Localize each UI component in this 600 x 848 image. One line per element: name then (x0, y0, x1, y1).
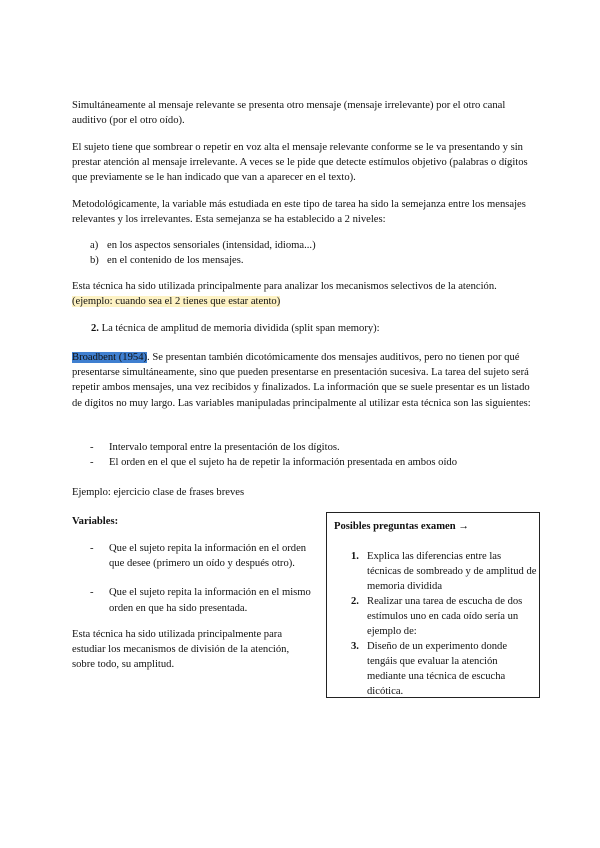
list-item-text: en el contenido de los mensajes. (107, 255, 244, 267)
list-item-text: Que el sujeto repita la información en el orden que desee (primero un oído y después otro). (109, 543, 307, 570)
section-heading-split-span (91, 321, 531, 336)
question-number: 3. (351, 641, 359, 652)
highlighted-example: (ejemplo: cuando sea el 2 tienes que estar atento) (72, 296, 281, 308)
section-title: La técnica de amplitud de memoria dividida (split span memory): (101, 323, 380, 334)
highlighted-citation: Broadbent (1954) (72, 352, 148, 363)
question-text: Realizar una tarea de escucha de dos estímulos uno en cada oído sería un ejemplo de: (367, 596, 523, 637)
list-item (90, 238, 510, 253)
list-item-text: Intervalo temporal entre la presentación de los dígitos. (109, 442, 340, 453)
section-number: 2. (91, 323, 99, 334)
exam-questions-title: Posibles preguntas examen → (334, 521, 469, 532)
list-item-text: en los aspectos sensoriales (intensidad, idioma...) (107, 240, 316, 251)
variables-heading: Variables: (72, 516, 119, 527)
paragraph-text: Esta técnica ha sido utilizada principalmente para analizar los mecanismos selectivos de la atención. (72, 281, 497, 292)
paragraph-broadbent (72, 350, 534, 411)
list-item (90, 455, 520, 470)
paragraph-text: . Se presentan también dicotómicamente dos mensajes auditivos, pero no tienen por qué presentarse simultáneamente, sino que pueden presentarse en presentación sucesiva. La tarea del sujeto será repetir ambos mensajes, una vez recibidos y finalizados. La información que se suele presentar es un listado de dígitos no muy largo. Las variables manipuladas principalmente al utilizar esta técnica son las siguientes: (72, 352, 531, 409)
variables-list (90, 541, 318, 616)
list-item (90, 541, 318, 571)
list-item (337, 549, 537, 594)
question-number: 2. (351, 596, 359, 607)
list-item (90, 253, 510, 268)
list-marker: - (90, 587, 94, 599)
list-item (90, 440, 520, 455)
exam-questions-box (326, 512, 540, 698)
list-item-text: El orden en el que el sujeto ha de repetir la información presentada en ambos oído (109, 457, 457, 469)
question-text: Explica las diferencias entre las técnicas de sombreado y de amplitud de memoria dividida (367, 551, 537, 592)
paragraph-division-attention: Esta técnica ha sido utilizada principalmente para estudiar los mecanismos de división de la atención, sobre todo, su amplitud. (72, 629, 290, 671)
list-marker: - (90, 457, 94, 469)
paragraph-simultaneous-message: Simultáneamente al mensaje relevante se presenta otro mensaje (mensaje irrelevante) por el otro canal auditivo (por el otro oído). (72, 100, 506, 127)
paragraph-selective-mechanisms (72, 279, 534, 309)
manipulated-variables-list (90, 440, 520, 470)
list-item (337, 639, 537, 699)
list-marker: - (90, 442, 94, 453)
paragraph-shadowing-task: El sujeto tiene que sombrear o repetir en voz alta el mensaje relevante conforme se le va presentando y sin prestar atención al mensaje irrelevante. A veces se le pide que detecte estímulos objetivo (palabras o dígitos que previamente se le han indicado que van a aparecer en el texto). (72, 142, 528, 184)
list-item (337, 594, 537, 639)
list-item (90, 585, 318, 615)
list-marker: - (90, 543, 94, 554)
list-marker: a) (90, 240, 99, 251)
list-marker: b) (90, 255, 99, 267)
list-item-text: Que el sujeto repita la información en el mismo orden en que ha sido presentada. (109, 587, 311, 614)
question-text: Diseño de un experimento donde tengáis que evaluar la atención mediante una técnica de escucha dicótica. (367, 641, 508, 697)
question-number: 1. (351, 551, 359, 562)
similarity-levels-list (90, 238, 510, 268)
paragraph-methodology: Metodológicamente, la variable más estudiada en este tipo de tarea ha sido la semejanza entre los mensajes relevantes y los irrelevantes. Esta semejanza se ha establecido a 2 niveles: (72, 199, 526, 226)
exam-questions-list (337, 549, 537, 699)
example-line: Ejemplo: ejercicio clase de frases breves (72, 487, 245, 498)
